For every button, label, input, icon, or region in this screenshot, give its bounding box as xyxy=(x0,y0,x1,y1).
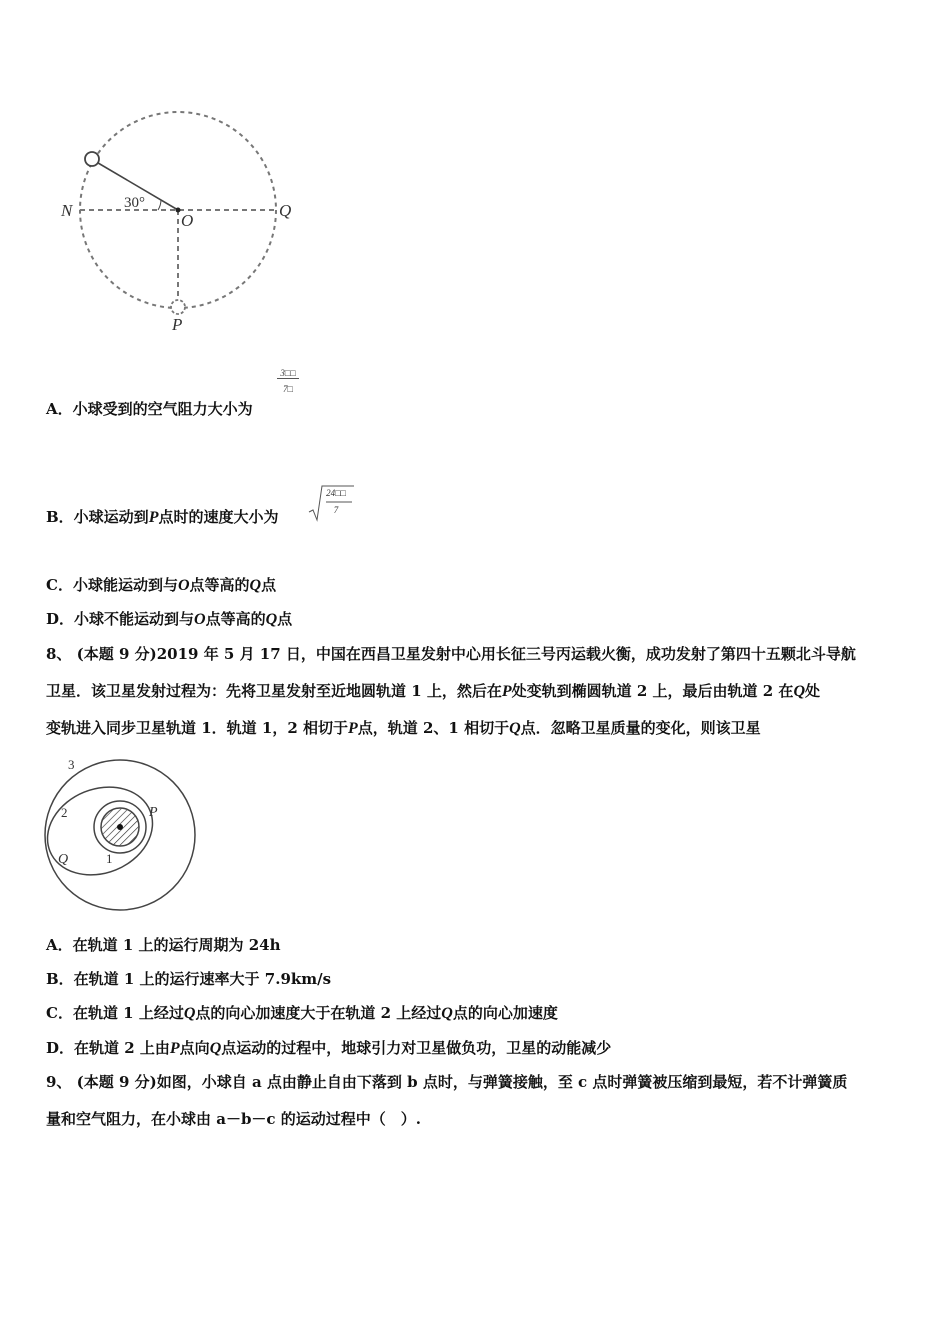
q8-l2-b: 处变轨到椭圆轨道 2 上，最后由轨道 2 在 xyxy=(511,682,794,700)
q7-option-d xyxy=(46,608,292,629)
q8-l2-q: Q xyxy=(793,683,805,700)
q8-option-a: A．在轨道 1 上的运行周期为 24h xyxy=(46,936,281,954)
q8-l2-a: 卫星．该卫星发射过程为：先将卫星发射至近地圆轨道 1 上，然后在 xyxy=(46,682,502,700)
ball-bottom xyxy=(171,300,185,314)
q7-a-fraction-num: 3□□ xyxy=(277,368,299,379)
label-Q: Q xyxy=(279,201,292,220)
orbit-label-q: Q xyxy=(58,852,69,867)
circle-motion-figure xyxy=(55,105,305,340)
q8-d-pre: D．在轨道 2 上由 xyxy=(46,1039,170,1057)
center-point xyxy=(176,208,181,213)
q8-stem-line-3 xyxy=(46,717,761,738)
q9-stem-line-1: 9、 (本题 9 分)如图，小球自 a 点由静止自由下落到 b 点时，与弹簧接触，至 c 点时弹簧被压缩到最短，若不计弹簧质 xyxy=(46,1073,848,1091)
q7-c-mid: 点等高的 xyxy=(189,576,250,594)
label-N: N xyxy=(61,201,73,220)
q8-option-b: B．在轨道 1 上的运行速率大于 7.9km/s xyxy=(46,970,332,988)
q8-c-pre: C．在轨道 1 上经过 xyxy=(46,1004,184,1022)
q7-b-fraction-den: 7 xyxy=(333,505,339,515)
q7-d-mid: 点等高的 xyxy=(205,610,266,628)
angle-arc xyxy=(158,200,161,210)
label-O: O xyxy=(181,211,194,230)
orbit-label-3: 3 xyxy=(68,757,75,772)
q7-b-fraction-num: 24□□ xyxy=(326,488,346,498)
q8-c-var1: Q xyxy=(183,1005,196,1022)
earth-center xyxy=(117,824,123,830)
label-angle: 30° xyxy=(124,195,145,211)
q8-l3-b: 点，轨道 2、1 相切于 xyxy=(357,719,510,737)
ball-top xyxy=(85,152,99,166)
q8-c-post: 点的向心加速度 xyxy=(452,1004,558,1022)
q7-a-fraction-den: 7□ xyxy=(283,384,293,394)
q7-b-pre: B．小球运动到 xyxy=(46,508,149,526)
q8-d-mid: 点向 xyxy=(179,1039,210,1057)
q8-d-var1: P xyxy=(169,1040,180,1057)
q8-l3-p: P xyxy=(347,720,358,737)
q8-l3-q: Q xyxy=(509,720,521,737)
q8-stem-line-1: 8、 (本题 9 分)2019 年 5 月 17 日，中国在西昌卫星发射中心用长征三号丙运载火衡，成功发射了第四十五颗北斗导航 xyxy=(46,645,856,663)
q7-c-pre: C．小球能运动到与 xyxy=(46,576,178,594)
q7-option-b xyxy=(46,506,278,527)
q8-c-mid: 点的向心加速度大于在轨道 2 上经过 xyxy=(195,1004,442,1022)
q7-b-var: P xyxy=(148,509,159,526)
q8-option-d xyxy=(46,1037,611,1058)
q8-l2-p: P xyxy=(501,683,512,700)
q7-d-var2: Q xyxy=(265,611,278,628)
orbit-label-1: 1 xyxy=(106,851,113,866)
q7-d-var1: O xyxy=(194,611,206,628)
orbit-label-p: P xyxy=(149,805,158,820)
orbit-figure xyxy=(40,755,205,915)
q8-d-post: 点运动的过程中，地球引力对卫星做负功，卫星的动能减少 xyxy=(221,1039,612,1057)
q7-option-a xyxy=(46,398,253,419)
q8-l3-a: 变轨进入同步卫星轨道 1．轨道 1，2 相切于 xyxy=(46,719,348,737)
q7-c-post: 点 xyxy=(261,576,277,594)
q8-option-c xyxy=(46,1002,558,1023)
q7-c-var2: Q xyxy=(249,577,262,594)
q7-d-pre: D．小球不能运动到与 xyxy=(46,610,195,628)
q7-option-a-text: A．小球受到的空气阻力大小为 xyxy=(46,400,253,418)
q8-l3-c: 点．忽略卫星质量的变化，则该卫星 xyxy=(520,719,761,737)
q7-b-post: 点时的速度大小为 xyxy=(158,508,279,526)
orbit-label-2: 2 xyxy=(61,805,68,820)
label-P: P xyxy=(172,315,183,334)
q8-c-var2: Q xyxy=(441,1005,453,1022)
q7-c-var1: O xyxy=(177,577,190,594)
q7-option-c xyxy=(46,574,276,595)
q8-d-var2: Q xyxy=(209,1040,222,1057)
q9-stem-line-2: 量和空气阻力，在小球由 a－b－c 的运动过程中（ ）. xyxy=(46,1110,422,1128)
q8-stem-line-2 xyxy=(46,680,820,701)
q7-d-post: 点 xyxy=(277,610,293,628)
q8-l2-c: 处 xyxy=(805,682,821,700)
